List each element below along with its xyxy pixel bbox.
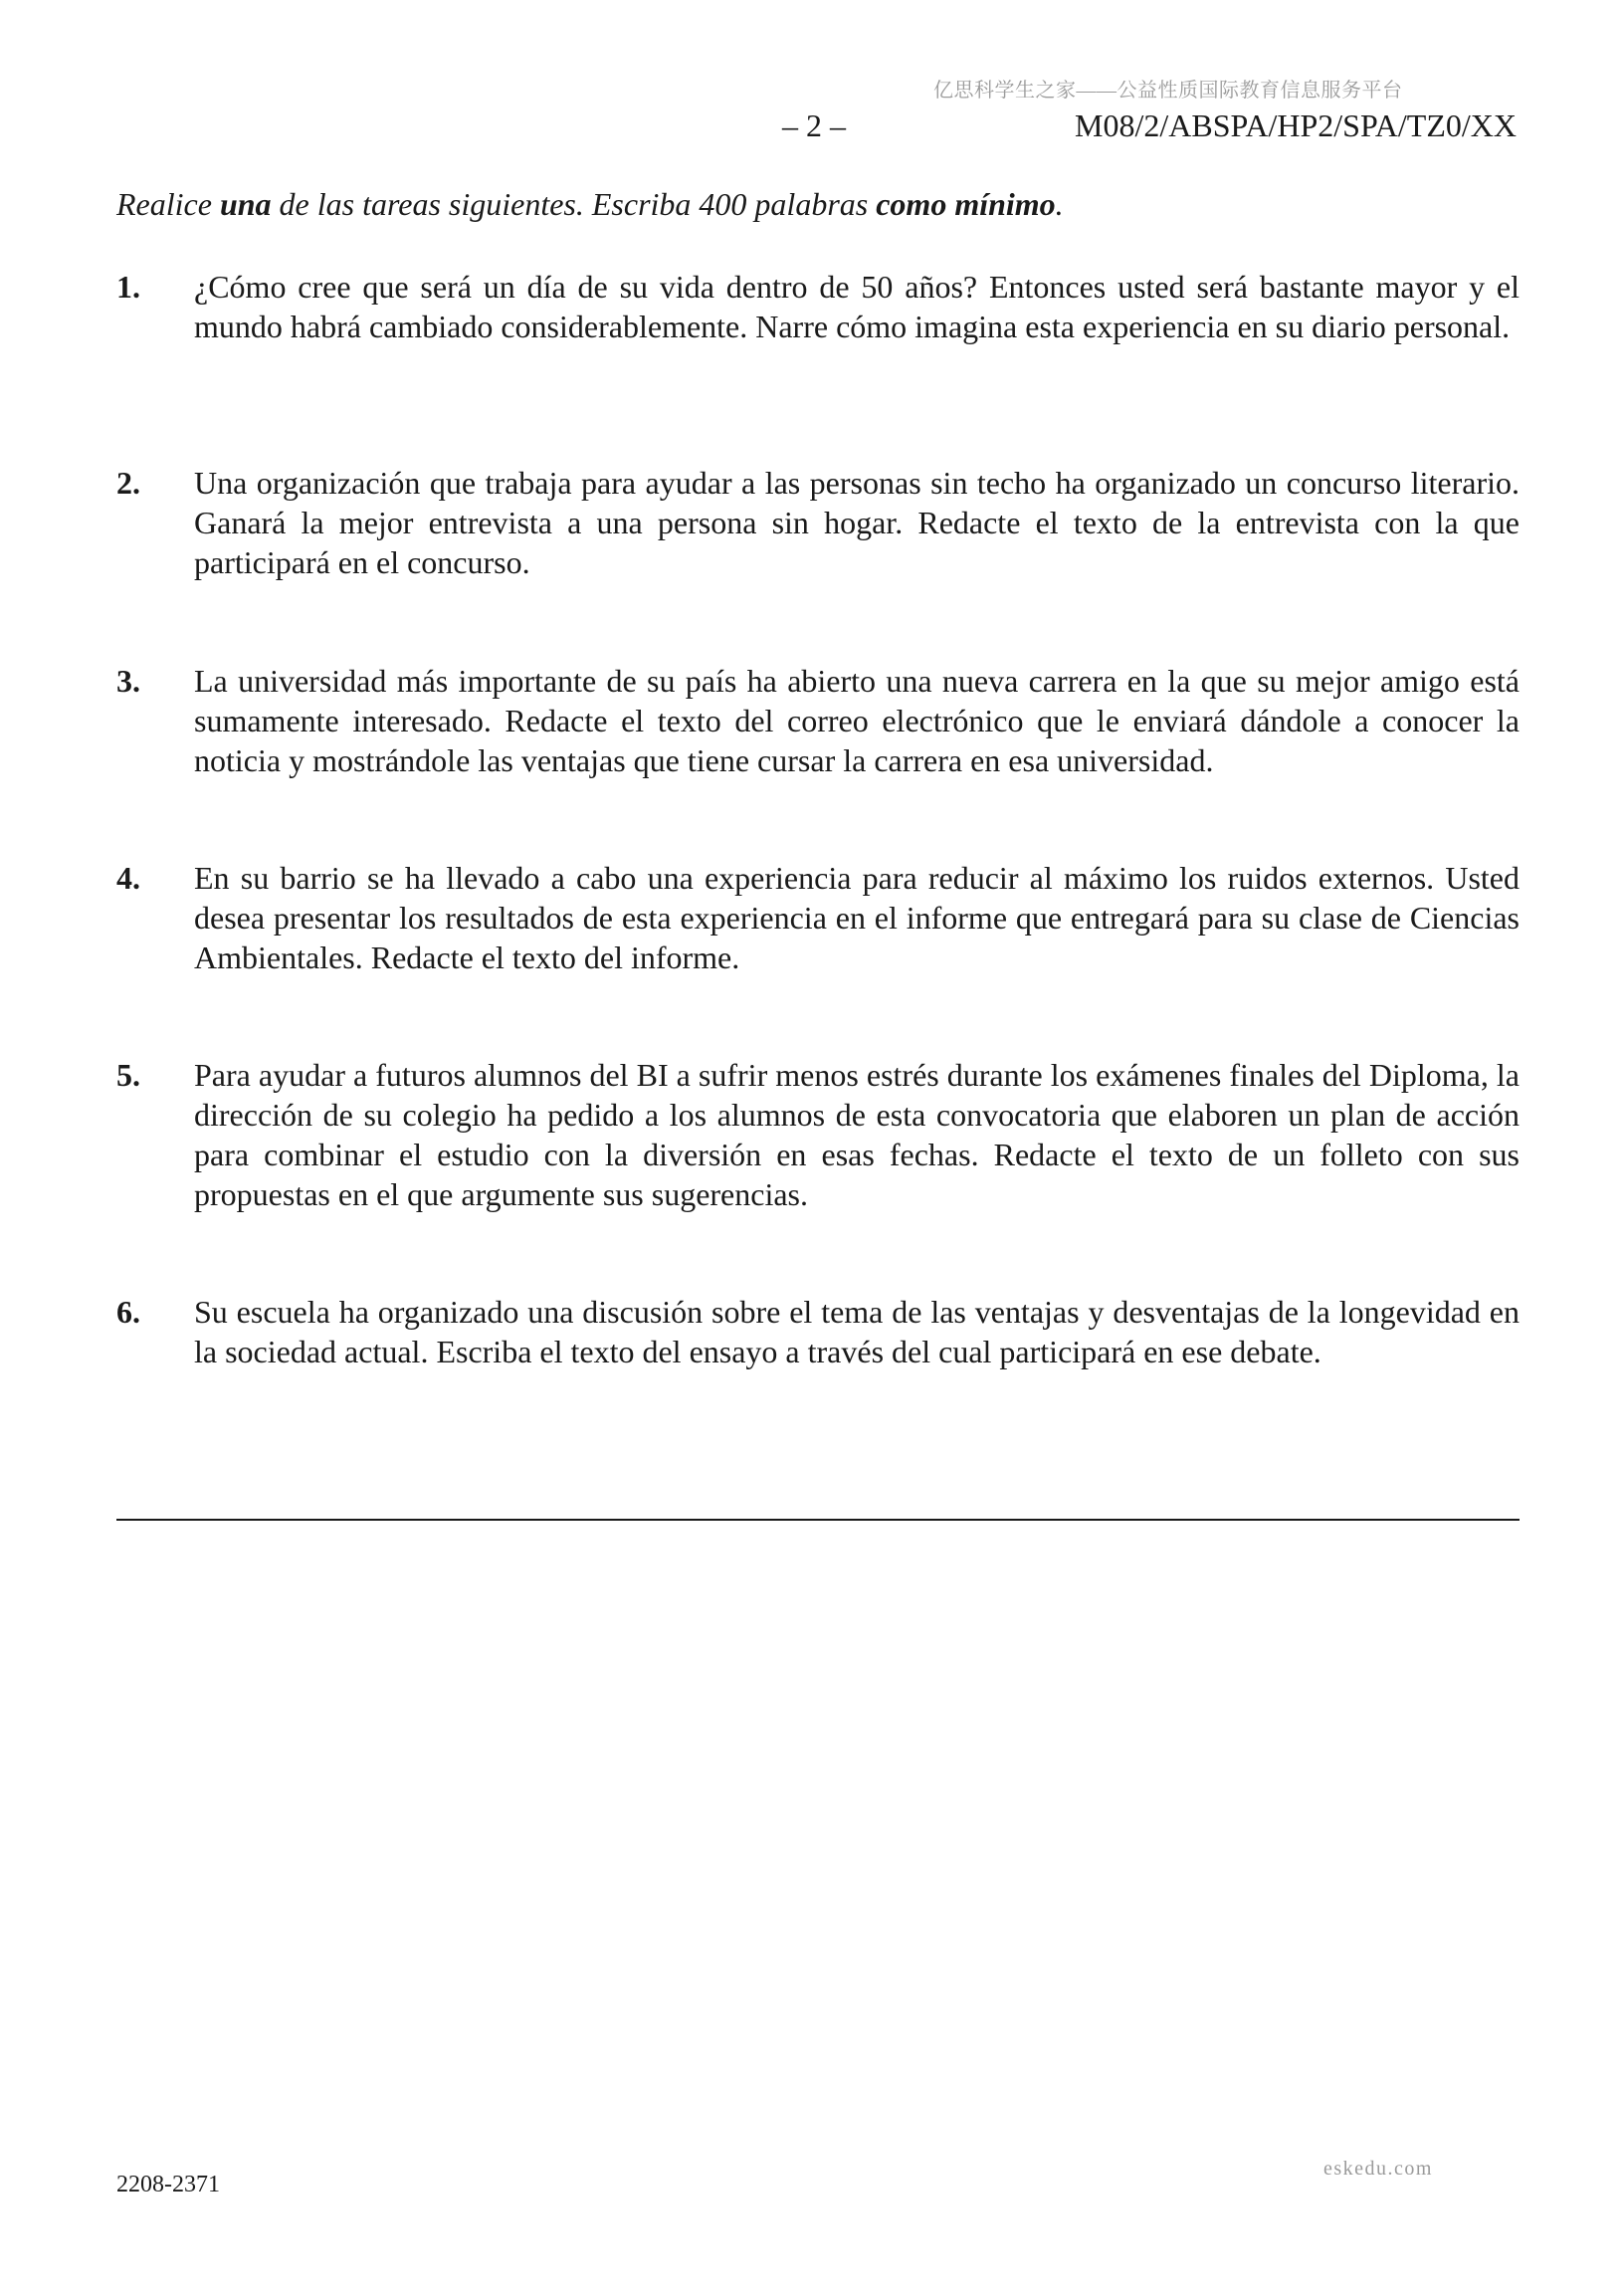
exam-code: M08/2/ABSPA/HP2/SPA/TZ0/XX bbox=[1075, 107, 1517, 143]
task-number: 2. bbox=[116, 465, 140, 501]
task-item-2 bbox=[116, 463, 1520, 582]
instructions-text-1: Realice bbox=[116, 186, 220, 222]
task-text: ¿Cómo cree que será un día de su vida dentro de 50 años? Entonces usted será bastante mayor y el mundo habrá cambiado considerablemente. Narre cómo imagina esta experiencia en su diario personal. bbox=[194, 269, 1520, 344]
task-text: Una organización que trabaja para ayudar a las personas sin techo ha organizado un concurso literario. Ganará la mejor entrevista a una persona sin hogar. Redacte el texto de la entrevista con la que participará en el concurso. bbox=[194, 465, 1520, 580]
task-text: En su barrio se ha llevado a cabo una experiencia para reducir al máximo los ruidos externos. Usted desea presentar los resultados de esta experiencia en el informe que entregará para su clase de Ciencias Ambientales. Redacte el texto del informe. bbox=[194, 860, 1520, 975]
instructions-bold-2: como mínimo bbox=[876, 186, 1056, 222]
task-item-6 bbox=[116, 1292, 1520, 1371]
task-number: 6. bbox=[116, 1294, 140, 1330]
task-text: La universidad más importante de su país ha abierto una nueva carrera en la que su mejor amigo está sumamente interesado. Redacte el texto del correo electrónico que le enviará dándole a conocer la noticia y mostrándole las ventajas que tiene cursar la carrera en esa universidad. bbox=[194, 663, 1520, 778]
instructions bbox=[116, 184, 1520, 224]
header-watermark: 亿思科学生之家——公益性质国际教育信息服务平台 bbox=[933, 80, 1403, 102]
task-item-3 bbox=[116, 661, 1520, 780]
instructions-bold-1: una bbox=[219, 186, 272, 222]
task-number: 4. bbox=[116, 860, 140, 896]
task-item-1 bbox=[116, 267, 1520, 346]
instructions-text-3: . bbox=[1055, 186, 1064, 222]
page-number: – 2 – bbox=[782, 107, 846, 143]
task-text: Su escuela ha organizado una discusión sobre el tema de las ventajas y desventajas de la longevidad en la sociedad actual. Escriba el texto del ensayo a través del cual participará en ese debate. bbox=[194, 1294, 1520, 1369]
task-number: 1. bbox=[116, 269, 140, 305]
task-item-5 bbox=[116, 1055, 1520, 1214]
footer-watermark: eskedu.com bbox=[1323, 2158, 1433, 2180]
instructions-text-2: de las tareas siguientes. Escriba 400 palabras bbox=[271, 186, 877, 222]
task-item-4 bbox=[116, 858, 1520, 977]
task-number: 3. bbox=[116, 663, 140, 699]
document-id: 2208-2371 bbox=[116, 2172, 220, 2197]
task-text: Para ayudar a futuros alumnos del BI a sufrir menos estrés durante los exámenes finales del Diploma, la dirección de su colegio ha pedido a los alumnos de esta convocatoria que elaboren un plan de acción para combinar el estudio con la diversión en esas fechas. Redacte el texto de un folleto con sus propuestas en el que argumente sus sugerencias. bbox=[194, 1057, 1520, 1212]
end-rule bbox=[116, 1519, 1520, 1521]
task-number: 5. bbox=[116, 1057, 140, 1093]
